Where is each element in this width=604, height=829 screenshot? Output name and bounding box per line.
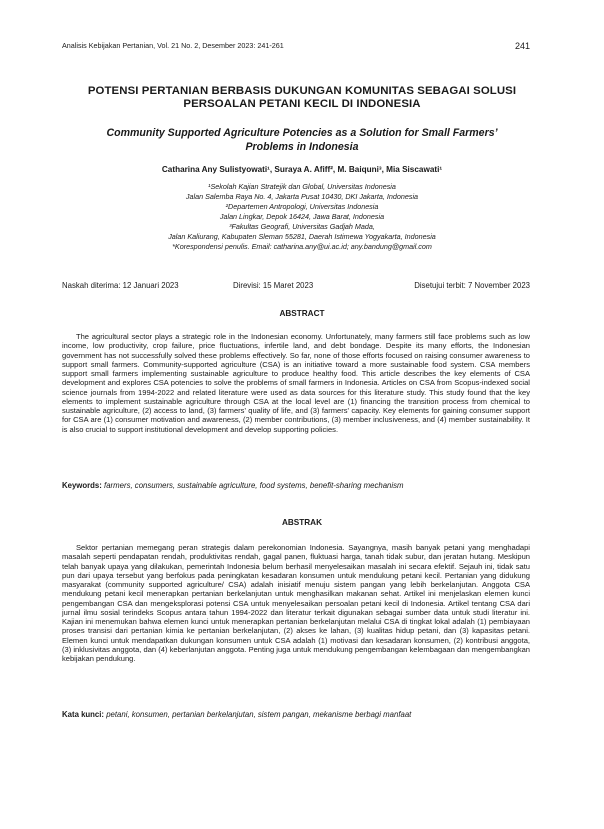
keywords-english	[62, 481, 530, 490]
affiliations	[40, 182, 564, 252]
date-received: Naskah diterima: 12 Januari 2023	[62, 281, 179, 290]
kata-kunci-list: petani, konsumen, pertanian berkelanjutan, sistem pangan, mekanisme berbagi manfaat	[106, 710, 412, 719]
paper-title	[40, 85, 564, 111]
title-en-line-2: Problems in Indonesia	[245, 141, 359, 153]
affiliation-line: ¹Sekolah Kajian Stratejik dan Global, Universitas Indonesia	[208, 182, 396, 191]
title-line-1: POTENSI PERTANIAN BERBASIS DUKUNGAN KOMUNITAS SEBAGAI SOLUSI	[87, 85, 517, 97]
date-revised: Direvisi: 15 Maret 2023	[233, 281, 314, 290]
abstract-heading: ABSTRACT	[279, 309, 325, 318]
kata-kunci-label: Kata kunci:	[62, 710, 105, 719]
keywords-list: farmers, consumers, sustainable agriculture, food systems, benefit-sharing mechanism	[104, 481, 404, 490]
affiliation-line: ³Fakultas Geografi, Universitas Gadjah Mada,	[229, 222, 375, 231]
title-line-2: PERSOALAN PETANI KECIL DI INDONESIA	[183, 98, 421, 110]
abstract-indonesian-text: Sektor pertanian memegang peran strategis dalam perekonomian Indonesia. Sayangnya, masih banyak petani yang menghadapi masalah seperti pendapatan rendah, produktivitas rendah, gagal panen, fluktuasi harga, tanah tidak subur, dan jeratan hutang. Meskipun telah banyak upaya yang dilakukan, pemerintah Indonesia belum berhasil menyelesaikan masalah ini secara efektif. Sejauh ini, tidak satu pun dari upaya tersebut yang berfokus pada peningkatan kesadaran konsumen untuk mendukung petani kecil. Pertanian yang didukung masyarakat (community supported agriculture/ CSA) adalah inisiatif menuju sistem pangan yang lebih berkelanjutan. Anggota CSA mendukung petani kecil menerapkan pertanian berkelanjutan untuk menghasilkan makanan sehat. Artikel ini menjelaskan elemen kunci pengembangan CSA dan mengeksplorasi potensi CSA untuk menyelesaikan persoalan petani kecil di Indonesia. Artikel tentang CSA dari jurnal ilmu sosial terindeks Scopus antara tahun 1994-2022 dan literatur terkait digunakan sebagai sumber data untuk studi literatur ini. Kajian ini menemukan bahwa elemen kunci untuk menerapkan pertanian berkelanjutan melalui CSA di tingkat lokal adalah (1) pembiayaan proses transisi dari pertanian kimia ke pertanian berkelanjutan, (2) akses ke lahan, (3) kualitas hidup petani, dan (3) kapasitas petani. Elemen kunci untuk mendapatkan dukungan konsumen untuk CSA adalah (1) motivasi dan kesadaran konsumen, (2) kontribusi anggota, (3) inklusivitas anggota, dan (4) keberlanjutan anggota. Penting juga untuk mendukung pengembangan kelembagaan dan mengembangkan kebijakan pendukung.	[62, 543, 530, 663]
abstract-english-text: The agricultural sector plays a strategic role in the Indonesian economy. Unfortunately, many farmers still face problems such as low income, low productivity, crop failure, price fluctuations, infertile land, and debt bondage. Despite its many efforts, the Indonesian government has not successfully solved these problems effectively. So far, none of those efforts focused on raising consumer awareness to support small farmers. Community-supported agriculture (CSA) is an initiative toward a more sustainable food system. CSA members support small farmers implementing sustainable agriculture to produce healthy food. This article describes the key elements of CSA development and explores CSA potencies to solve the problems of small farmers in Indonesia. Articles on CSA from Scopus-indexed social science journals from 1994-2022 and related literature were used as data sources for this literature study. This study found that the key elements to implement sustainable agriculture through CSA at the local level are (1) financing the transition process from chemical to sustainable agriculture, (2) access to land, (3) farmers' quality of life, and (3) farmers' capacity. Key elements for gaining consumer support for CSA are (1) consumer motivation and awareness, (2) member contributions, (3) member inclusiveness, and (4) member sustainability. It is also crucial to support institutional development and develop supporting policies.	[62, 332, 530, 434]
journal-citation: Analisis Kebijakan Pertanian, Vol. 21 No. 2, Desember 2023: 241-261	[62, 41, 284, 50]
paper-title-english	[40, 126, 564, 154]
abstrak-heading: ABSTRAK	[281, 518, 323, 527]
keywords-label: Keywords:	[62, 481, 102, 490]
affiliation-line: Jalan Lingkar, Depok 16424, Jawa Barat, Indonesia	[219, 212, 385, 221]
page-number: 241	[514, 41, 530, 51]
correspondence-line: *Korespondensi penulis. Email: catharina.any@ui.ac.id; any.bandung@gmail.com	[172, 242, 432, 251]
running-header	[62, 41, 530, 51]
keywords-indonesian	[62, 710, 530, 719]
author-list: Catharina Any Sulistyowati¹, Suraya A. Afiff², M. Baiquni³, Mia Siscawati¹	[161, 165, 443, 174]
affiliation-line: Jalan Salemba Raya No. 4, Jakarta Pusat 10430, DKI Jakarta, Indonesia	[185, 192, 419, 201]
title-en-line-1: Community Supported Agriculture Potencies as a Solution for Small Farmers’	[106, 127, 498, 139]
date-approved: Disetujui terbit: 7 November 2023	[414, 281, 530, 290]
affiliation-line: Jalan Kaliurang, Kabupaten Sleman 55281, Daerah Istimewa Yogyakarta, Indonesia	[168, 232, 436, 241]
affiliation-line: ²Departemen Antropologi, Universitas Indonesia	[225, 202, 379, 211]
